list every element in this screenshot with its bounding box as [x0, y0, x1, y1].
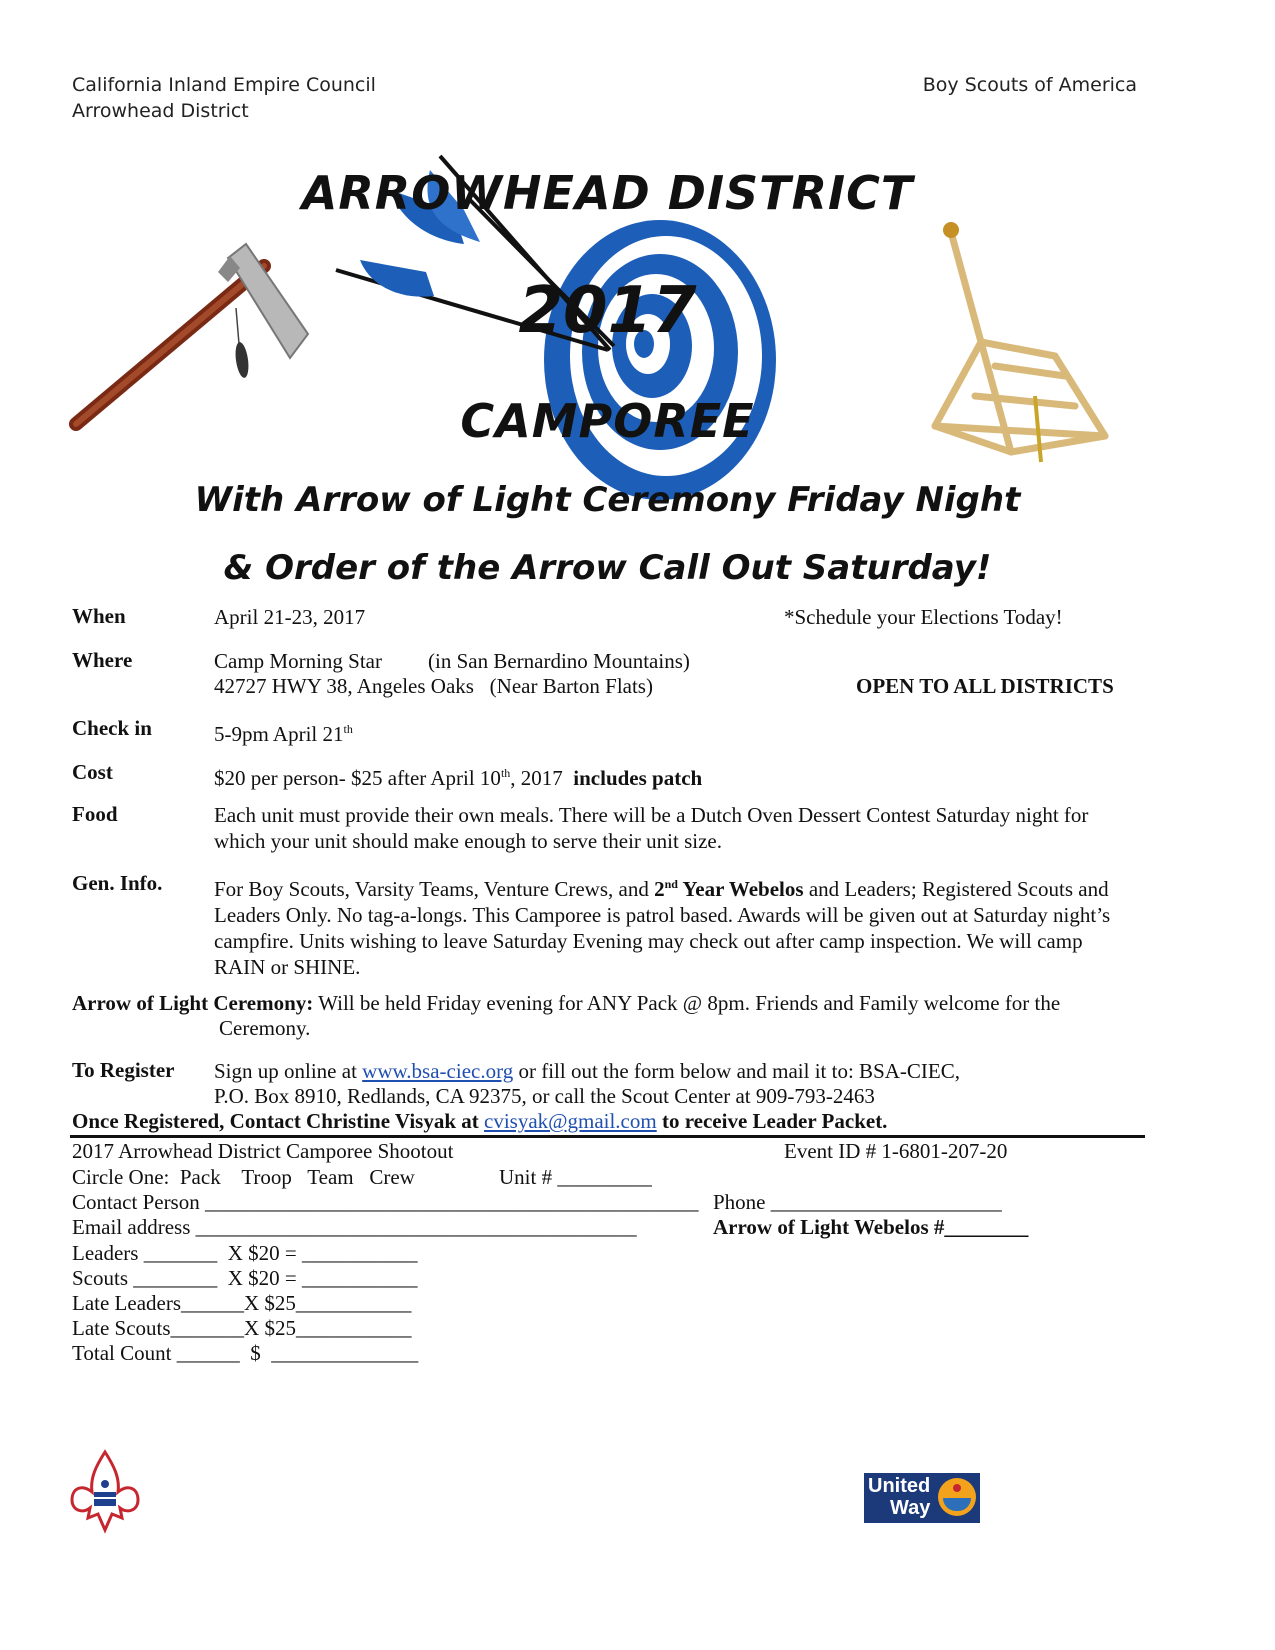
event-title: CAMPOREE — [460, 394, 755, 448]
council-name: California Inland Empire Council — [72, 74, 376, 96]
where-label: Where — [72, 648, 133, 672]
united-way-line1: United — [868, 1475, 931, 1497]
bsa-website-link[interactable]: www.bsa-ciec.org — [362, 1059, 514, 1083]
where-camp: Camp Morning Star — [214, 649, 382, 673]
elections-note: *Schedule your Elections Today! — [784, 605, 1063, 629]
open-districts-note: OPEN TO ALL DISTRICTS — [856, 674, 1114, 698]
leaders-field[interactable]: Leaders _______ X $20 = ___________ — [72, 1241, 418, 1265]
checkin-label: Check in — [72, 716, 152, 740]
cost-value: $20 per person- $25 after April 10th, 2017 includes patch — [214, 766, 703, 790]
register-line2: P.O. Box 8910, Redlands, CA 92375, or call the Scout Center at 909-793-2463 — [214, 1084, 875, 1108]
where-region: (in San Bernardino Mountains) — [428, 649, 690, 673]
gen-info-value: For Boy Scouts, Varsity Teams, Venture Crews, and 2nd Year Webelos and Leaders; Registered Scouts and Leaders Only. No tag-a-longs. This Camporee is patrol based. Awards will be given out at Saturday night’s campfire. Units wishing to leave Saturday Evening may check out after camp inspection. We will camp RAIN or SHINE. — [214, 877, 1111, 979]
food-value: Each unit must provide their own meals. There will be a Dutch Oven Dessert Contest Saturday night for which your unit should make enough to serve their unit size. — [214, 803, 1089, 853]
header-left — [72, 74, 376, 122]
united-way-emblem-icon — [938, 1478, 976, 1516]
patch-note: includes patch — [573, 766, 703, 790]
cost-label: Cost — [72, 760, 113, 784]
total-count-field[interactable]: Total Count ______ $ ______________ — [72, 1341, 419, 1365]
when-value: April 21-23, 2017 — [214, 605, 366, 629]
scouts-field[interactable]: Scouts ________ X $20 = ___________ — [72, 1266, 418, 1290]
unit-type-field[interactable]: Circle One: Pack Troop Team Crew — [72, 1165, 415, 1189]
contact-person-field[interactable]: Contact Person _______________________________________________ — [72, 1190, 699, 1214]
email-field[interactable]: Email address __________________________________________ — [72, 1215, 637, 1239]
form-title: 2017 Arrowhead District Camporee Shootout — [72, 1139, 454, 1163]
register-line1: Sign up online at www.bsa-ciec.org or fill out the form below and mail it to: BSA-CIEC, — [214, 1059, 960, 1083]
united-way-logo — [864, 1473, 980, 1523]
subtitle-aol: With Arrow of Light Ceremony Friday Night — [194, 480, 1021, 520]
subtitle-oa: & Order of the Arrow Call Out Saturday! — [223, 548, 992, 588]
header-right: Boy Scouts of America — [922, 74, 1137, 96]
bsa-fleur-de-lis-logo — [68, 1448, 142, 1534]
food-label: Food — [72, 802, 118, 826]
gen-info-label: Gen. Info. — [72, 871, 163, 895]
when-label: When — [72, 604, 126, 628]
where-address: 42727 HWY 38, Angeles Oaks (Near Barton Flats) — [214, 674, 653, 698]
aol-label: Arrow of Light Ceremony: — [72, 991, 314, 1015]
aol-continued: Ceremony. — [219, 1016, 311, 1040]
unit-number-field[interactable]: Unit # _________ — [499, 1165, 652, 1189]
contact-line: Once Registered, Contact Christine Visyak at cvisyak@gmail.com to receive Leader Packet. — [72, 1109, 888, 1133]
checkin-value: 5-9pm April 21th — [214, 722, 353, 746]
district-title: ARROWHEAD DISTRICT — [301, 166, 914, 220]
register-label: To Register — [72, 1058, 175, 1082]
event-id: Event ID # 1-6801-207-20 — [784, 1139, 1008, 1163]
district-name: Arrowhead District — [72, 100, 249, 122]
late-leaders-field[interactable]: Late Leaders______X $25___________ — [72, 1291, 412, 1315]
contact-email-link[interactable]: cvisyak@gmail.com — [484, 1109, 657, 1133]
united-way-line2: Way — [890, 1497, 931, 1519]
aol-paragraph: Arrow of Light Ceremony: Will be held Friday evening for ANY Pack @ 8pm. Friends and Family welcome for the — [72, 991, 1061, 1015]
late-scouts-field[interactable]: Late Scouts_______X $25___________ — [72, 1316, 412, 1340]
event-year: 2017 — [518, 274, 697, 348]
aol-webelos-field[interactable]: Arrow of Light Webelos #________ — [713, 1215, 1029, 1239]
phone-field[interactable]: Phone ______________________ — [713, 1190, 1002, 1214]
